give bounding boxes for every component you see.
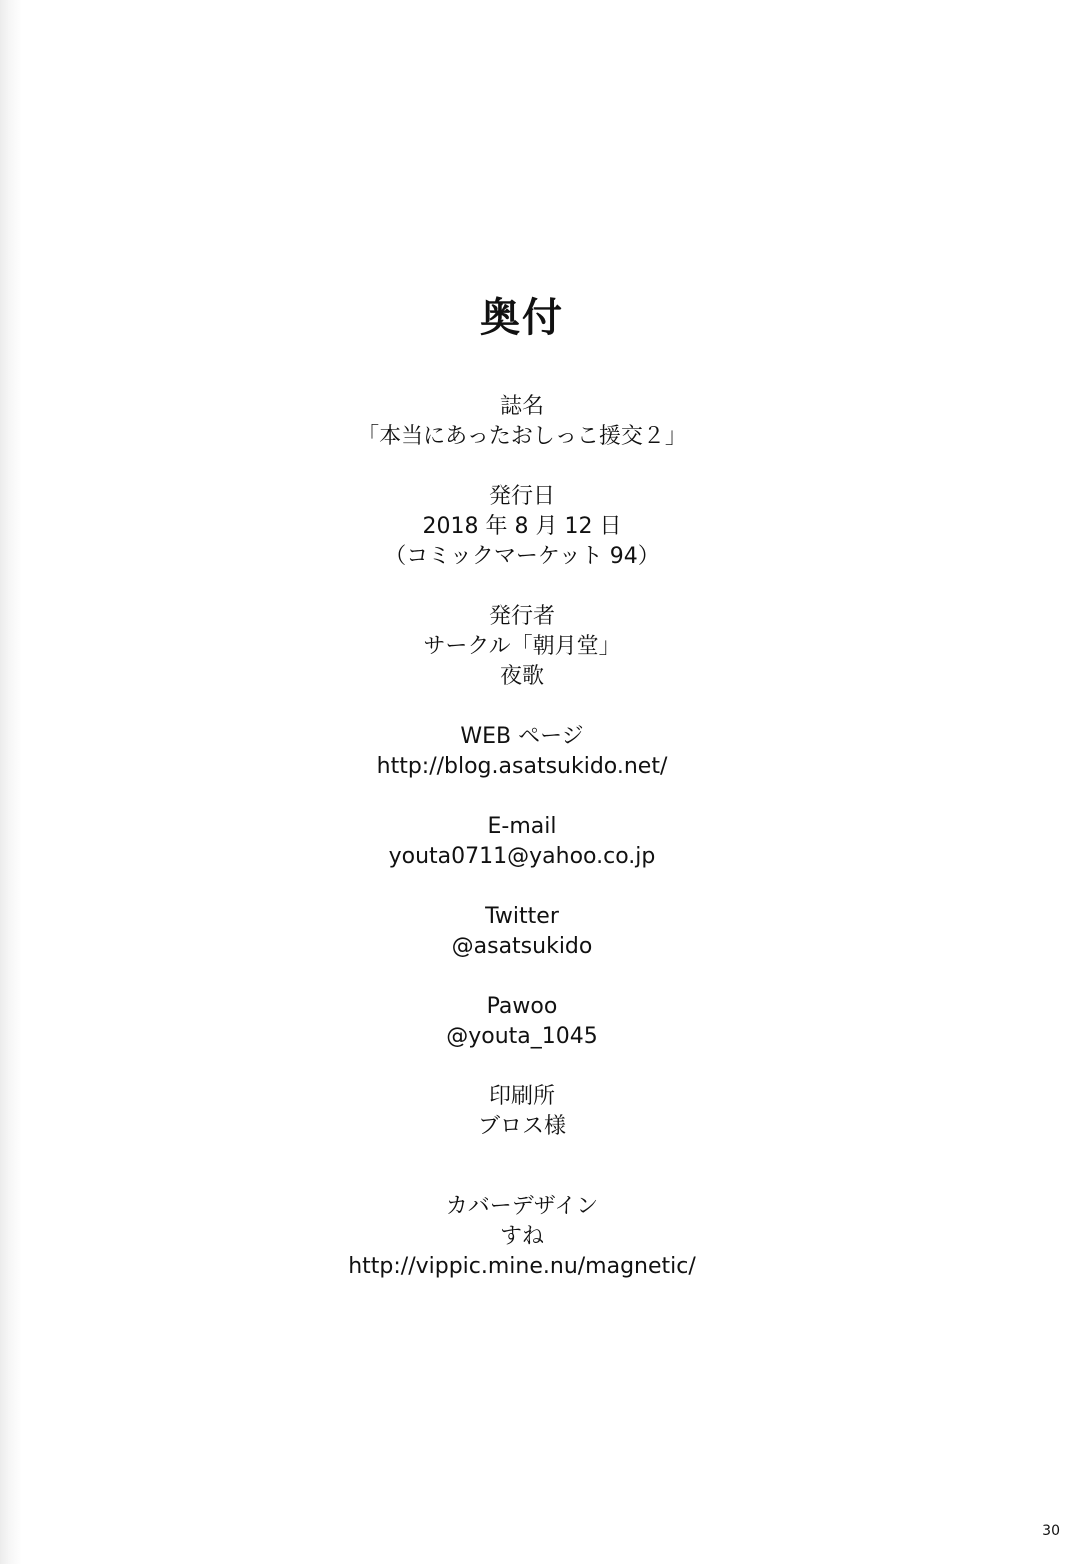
section-label: カバーデザイン	[445, 1194, 599, 1219]
section-value: @asatsukido	[451, 934, 593, 959]
page-number: 30	[1042, 1523, 1060, 1539]
section-value: すね	[499, 1224, 544, 1249]
section-value: http://vippic.mine.nu/magnetic/	[348, 1254, 696, 1279]
section-label: 印刷所	[488, 1084, 555, 1109]
section-value: 夜歌	[499, 664, 544, 689]
section-printer	[0, 1082, 1044, 1142]
section-label: 発行日	[488, 484, 555, 509]
section-label: WEB ページ	[460, 724, 584, 749]
section-label: 誌名	[499, 394, 544, 419]
section-email	[0, 812, 1044, 872]
section-value: 2018 年 8 月 12 日	[422, 514, 622, 539]
section-value: @youta_1045	[446, 1024, 598, 1049]
section-label: Twitter	[485, 904, 559, 929]
section-label: E-mail	[487, 814, 557, 839]
section-twitter	[0, 902, 1044, 962]
section-pawoo	[0, 992, 1044, 1052]
section-cover-design	[0, 1192, 1044, 1282]
section-value: サークル「朝月堂」	[423, 634, 621, 659]
section-value: 「本当にあったおしっこ援交２」	[357, 424, 687, 449]
section-value: （コミックマーケット 94）	[384, 544, 660, 569]
section-magazine-name	[0, 392, 1044, 452]
section-value: http://blog.asatsukido.net/	[376, 754, 668, 779]
page-title: 奥付	[480, 295, 564, 341]
section-web-page	[0, 722, 1044, 782]
section-value: ブロス様	[477, 1114, 566, 1139]
section-label: 発行者	[488, 604, 555, 629]
colophon	[0, 392, 1044, 1312]
section-publish-date	[0, 482, 1044, 572]
section-publisher	[0, 602, 1044, 692]
section-label: Pawoo	[486, 994, 558, 1019]
section-value: youta0711@yahoo.co.jp	[388, 844, 656, 869]
